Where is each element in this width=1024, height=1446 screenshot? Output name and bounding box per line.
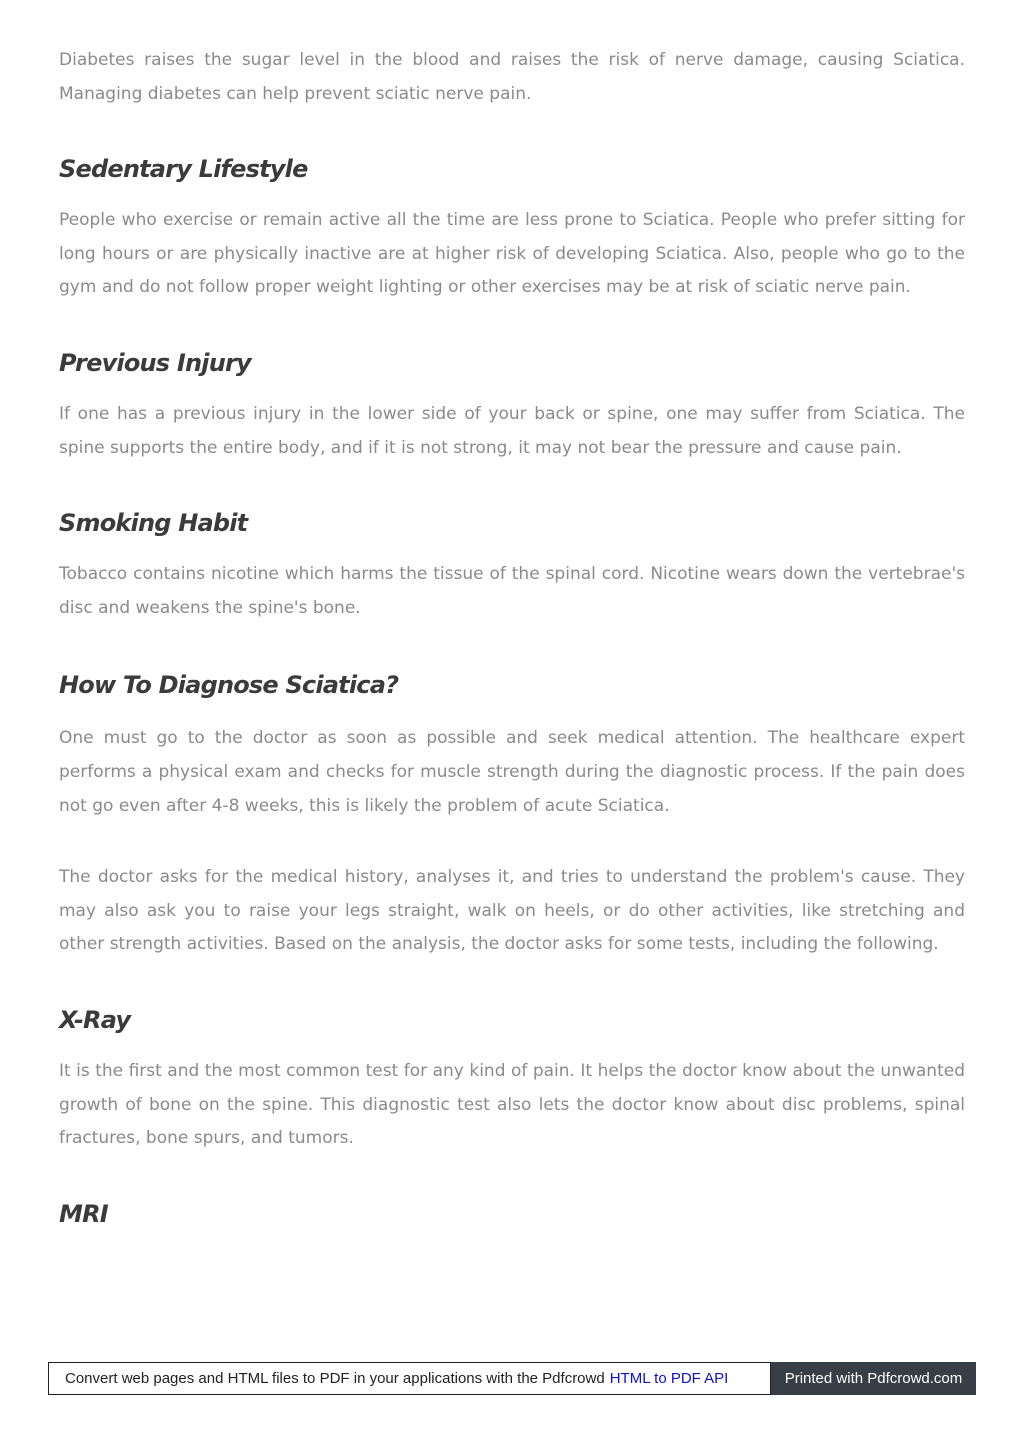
diabetes-paragraph: Diabetes raises the sugar level in the blood and raises the risk of nerve damage, causing Sciatica. Managing diabetes can help prevent sciatic nerve pain. [59, 50, 965, 104]
mri-heading: MRI [59, 1199, 108, 1228]
diagnose-paragraph-2: The doctor asks for the medical history, analyses it, and tries to understand the problem's cause. They may also ask you to raise your legs straight, walk on heels, or do other activities, like stretching and other strength activities. Based on the analysis, the doctor asks for some tests, including the following. [59, 867, 965, 955]
smoking-habit-paragraph: Tobacco contains nicotine which harms the tissue of the spinal cord. Nicotine wears down the vertebrae's disc and weakens the spine's bone. [59, 564, 965, 618]
printed-with-badge[interactable]: Printed with Pdfcrowd.com [771, 1362, 976, 1395]
previous-injury-heading: Previous Injury [59, 348, 251, 377]
footer-banner [48, 1362, 771, 1395]
html-to-pdf-api-link[interactable]: HTML to PDF API [609, 1370, 729, 1387]
footer-banner-text: Convert web pages and HTML files to PDF in your applications with the Pdfcrowd [65, 1370, 605, 1387]
xray-heading: X-Ray [59, 1005, 131, 1034]
diagnose-heading: How To Diagnose Sciatica? [59, 671, 399, 700]
sedentary-lifestyle-heading: Sedentary Lifestyle [59, 155, 308, 184]
diagnose-paragraph-1: One must go to the doctor as soon as possible and seek medical attention. The healthcare expert performs a physical exam and checks for muscle strength during the diagnostic process. If the pain does not go even after 4-8 weeks, this is likely the problem of acute Sciatica. [59, 728, 965, 816]
sedentary-lifestyle-paragraph: People who exercise or remain active all the time are less prone to Sciatica. People who prefer sitting for long hours or are physically inactive are at higher risk of developing Sciatica. Also, people who go to the gym and do not follow proper weight lighting or other exercises may be at risk of sciatic nerve pain. [59, 210, 965, 298]
pdfcrowd-footer [48, 1362, 976, 1395]
xray-paragraph: It is the first and the most common test for any kind of pain. It helps the doctor know about the unwanted growth of bone on the spine. This diagnostic test also lets the doctor know about disc problems, spinal fractures, bone spurs, and tumors. [59, 1060, 965, 1149]
smoking-habit-heading: Smoking Habit [59, 509, 248, 538]
previous-injury-paragraph: If one has a previous injury in the lower side of your back or spine, one may suffer from Sciatica. The spine supports the entire body, and if it is not strong, it may not bear the pressure and cause pain. [59, 403, 965, 458]
article-content [59, 44, 965, 1230]
